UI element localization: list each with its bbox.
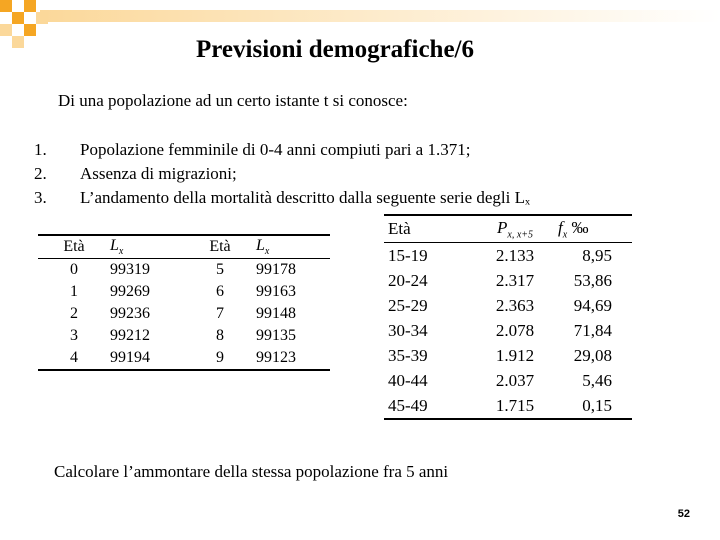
table-cell: 30-34 [388, 320, 428, 340]
table-cell: 99194 [110, 347, 184, 370]
list-number: 1. [34, 140, 47, 159]
header-p-letter: P [496, 217, 508, 237]
table-cell: 53,86 [573, 270, 612, 290]
table-cell: 99163 [256, 283, 296, 300]
table-cell: 8 [216, 327, 224, 344]
table-cell: 35-39 [388, 345, 428, 365]
table-row [384, 318, 632, 343]
table-row [384, 343, 632, 368]
table-cell: 2.133 [495, 245, 535, 265]
list-text: Popolazione femminile di 0-4 anni compiuti pari a 1.371; [80, 140, 471, 159]
slide-title: Previsioni demografiche/6 [196, 36, 474, 63]
table-cell: 99236 [110, 305, 150, 322]
table-row [38, 259, 330, 282]
page-number: 52 [677, 508, 690, 520]
header-f-unit: ‰ [571, 217, 589, 237]
table-cell: 2 [70, 305, 78, 322]
table-row [384, 243, 632, 269]
table-cell: 7 [216, 305, 224, 322]
conditions-list [34, 138, 530, 210]
header-lx-2 [256, 235, 330, 259]
table-cell: 94,69 [573, 295, 612, 315]
table-header-row [384, 215, 632, 243]
table-row [38, 303, 330, 325]
list-number: 3. [34, 188, 47, 207]
table-cell: 99319 [110, 261, 150, 278]
table-cell: 2.037 [495, 370, 535, 390]
header-eta-2: Età [184, 235, 256, 259]
table-cell: 40-44 [388, 370, 428, 390]
table-header-row [38, 235, 330, 259]
table-cell: 99178 [256, 261, 296, 278]
header-p-sub: x, x+5 [507, 229, 533, 241]
list-text: Assenza di migrazioni; [80, 164, 237, 183]
table-row [38, 347, 330, 370]
table-cell: 2.078 [495, 320, 535, 340]
table-cell: 99269 [110, 283, 150, 300]
table-cell: 20-24 [388, 270, 428, 290]
table-row [384, 393, 632, 419]
table-row [38, 325, 330, 347]
table-cell: 99123 [256, 347, 330, 370]
table-cell: 1.912 [495, 345, 535, 365]
table-cell: 5,46 [582, 370, 612, 390]
header-x: x [118, 246, 124, 258]
table-row [384, 368, 632, 393]
table-cell: 99135 [256, 327, 296, 344]
question-text: Calcolare l’ammontare della stessa popolazione fra 5 anni [54, 462, 449, 481]
header-x: x [264, 246, 270, 258]
fertility-table [384, 214, 632, 420]
list-item [34, 138, 530, 162]
list-item [34, 186, 530, 210]
table-cell: 6 [216, 283, 224, 300]
table-cell: 99148 [256, 305, 296, 322]
header-eta-1: Età [38, 235, 110, 259]
table-cell: 5 [216, 261, 224, 278]
table-cell: 8,95 [582, 245, 612, 265]
list-item [34, 162, 530, 186]
header-p [476, 215, 554, 243]
header-eta: Età [384, 215, 476, 243]
header-l: L [256, 236, 265, 254]
table-cell: 29,08 [573, 345, 612, 365]
lx-table [38, 234, 330, 371]
table-cell: 45-49 [388, 395, 428, 415]
table-cell: 25-29 [388, 295, 428, 315]
table-cell: 3 [70, 327, 78, 344]
header-lx-1 [110, 235, 184, 259]
table-cell: 1 [70, 283, 78, 300]
table-cell: 4 [38, 347, 110, 370]
header-l: L [110, 236, 119, 254]
table-cell: 71,84 [573, 320, 612, 340]
table-cell: 99212 [110, 327, 150, 344]
table-cell: 1.715 [495, 395, 535, 415]
table-cell: 0 [70, 261, 78, 278]
table-row [384, 293, 632, 318]
header-f-sub: x [562, 229, 568, 241]
intro-text: Di una popolazione ad un certo istante t si conosce: [58, 91, 408, 110]
table-cell: 2.363 [495, 295, 535, 315]
table-row [38, 281, 330, 303]
table-cell: 9 [184, 347, 256, 370]
list-text: L’andamento della mortalità descritto dalla seguente serie degli Lₓ [80, 188, 530, 207]
list-number: 2. [34, 164, 47, 183]
table-cell: 2.317 [495, 270, 535, 290]
table-row [384, 268, 632, 293]
header-f [554, 215, 632, 243]
header-f-letter: f [558, 217, 563, 237]
table-cell: 0,15 [582, 395, 612, 415]
table-cell: 15-19 [388, 245, 428, 265]
